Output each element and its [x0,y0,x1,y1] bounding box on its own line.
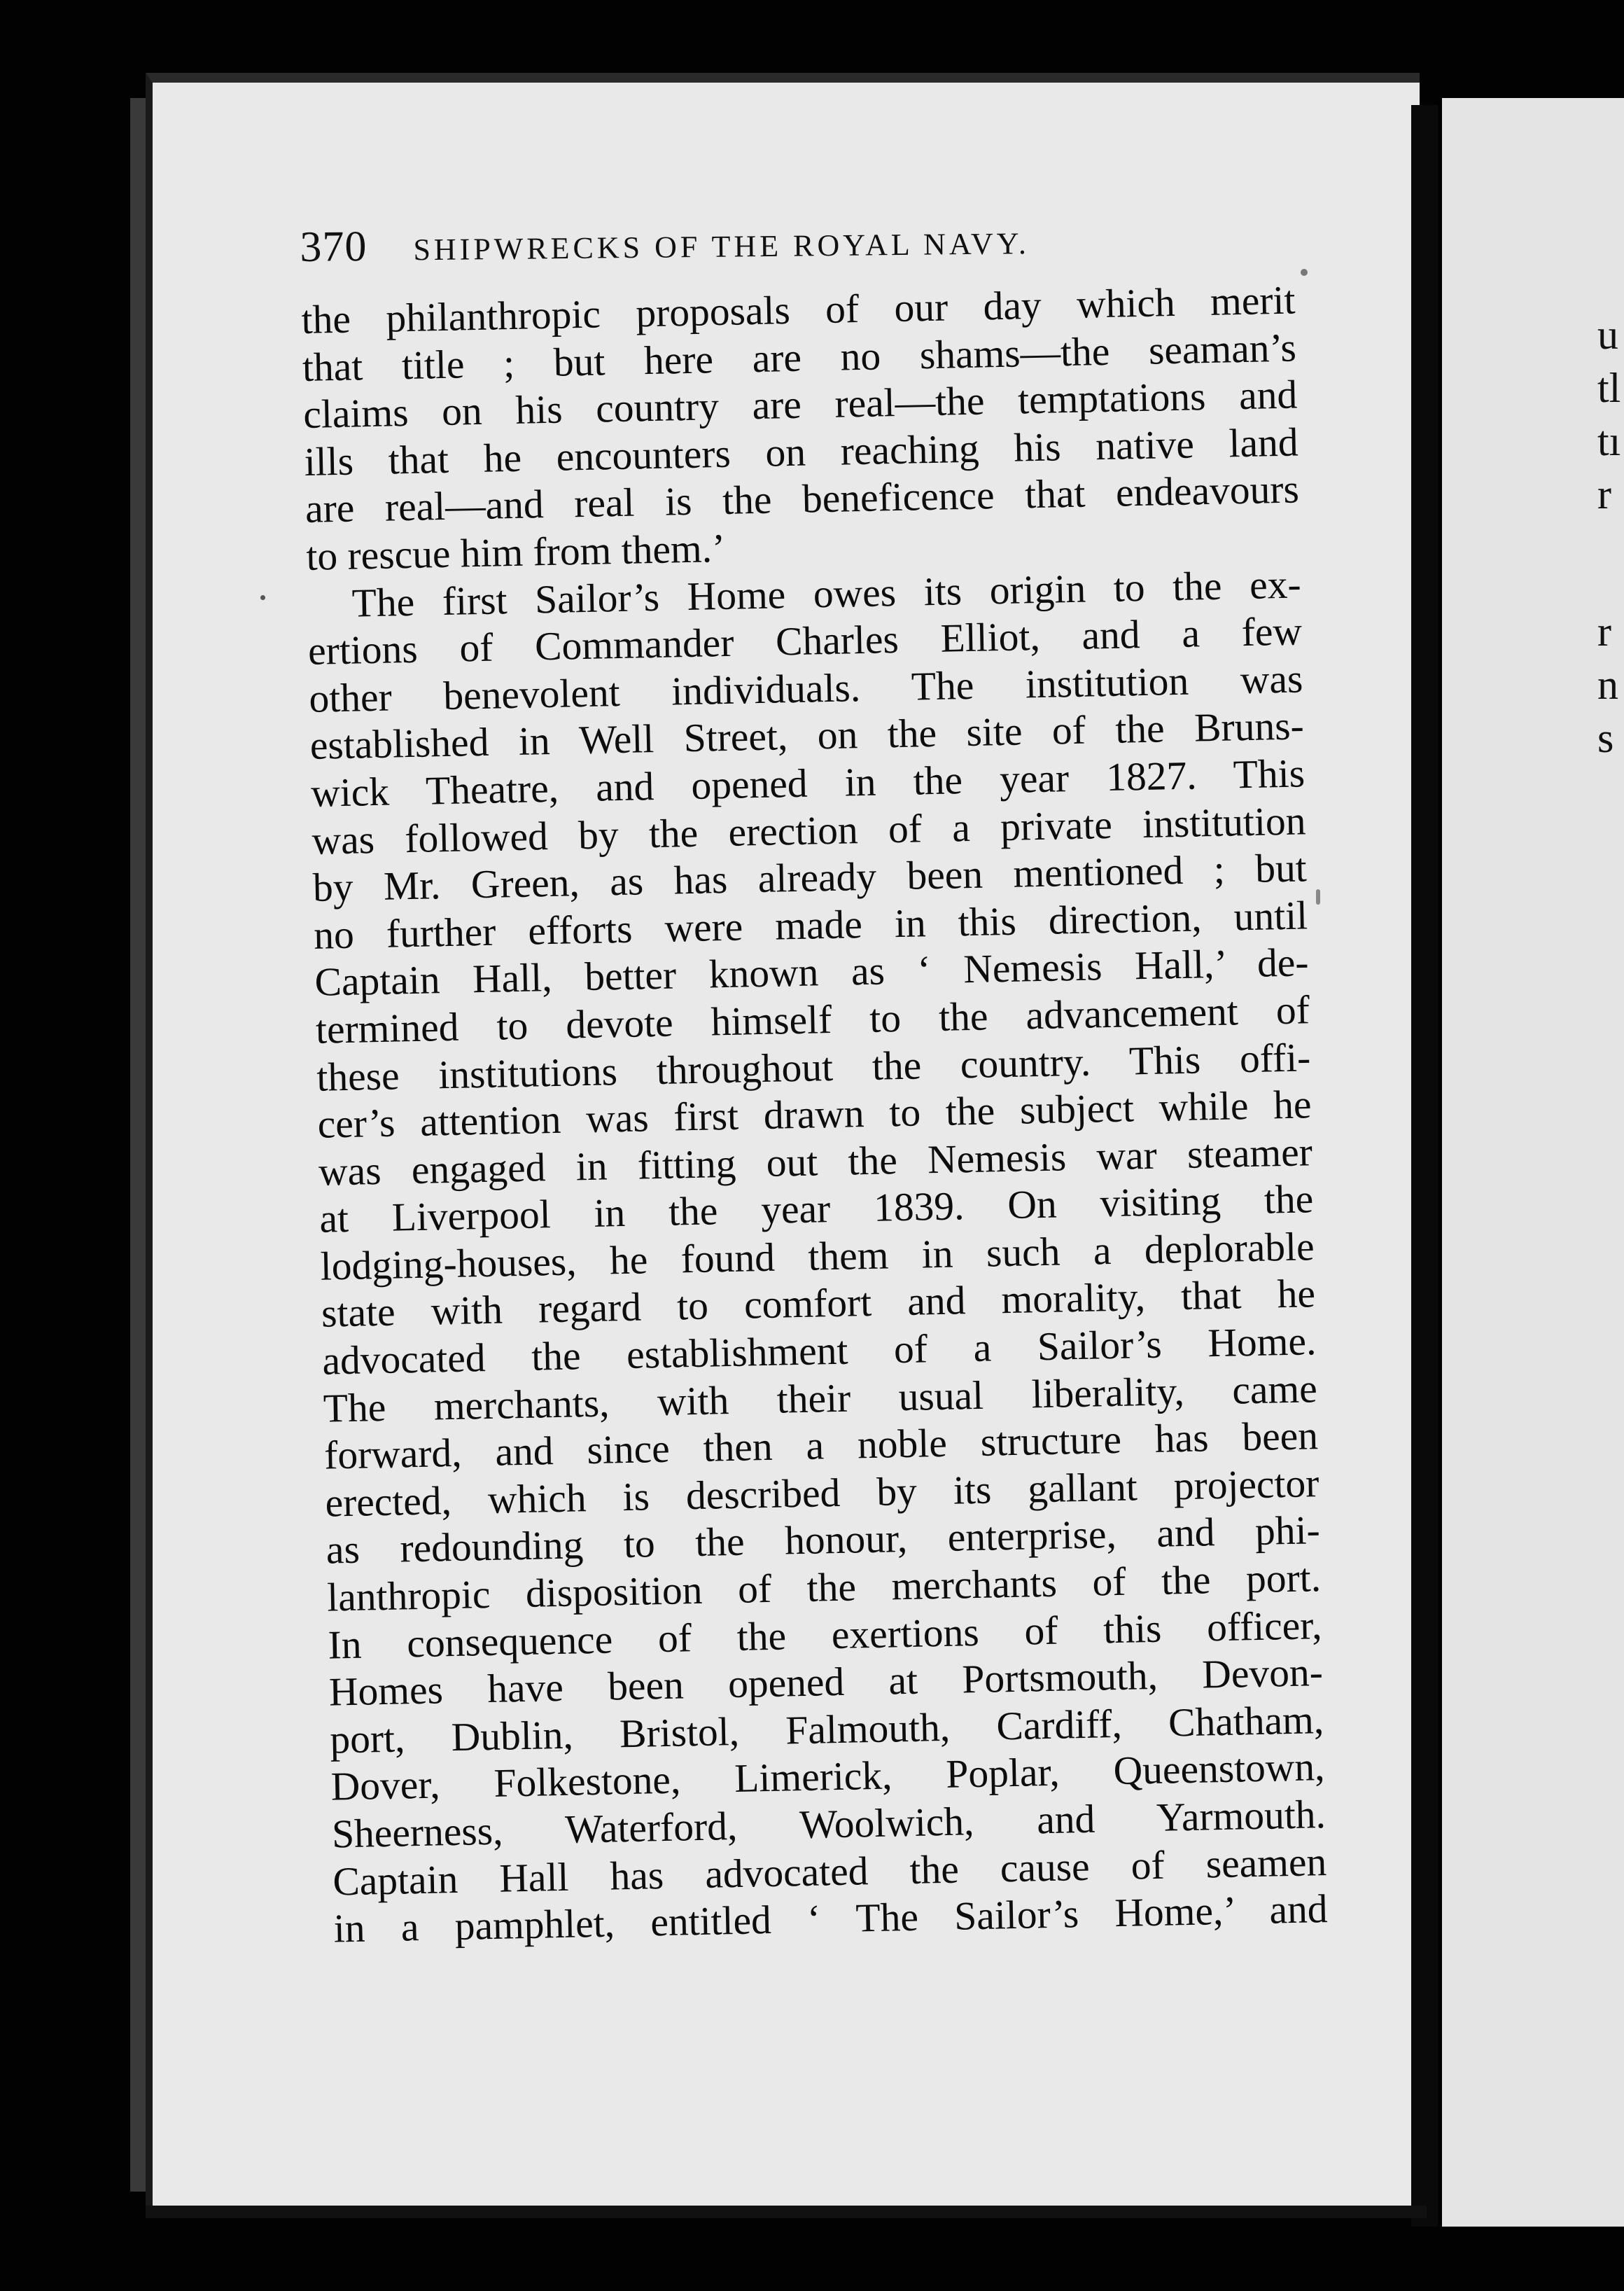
page-number: 370 [300,222,368,271]
page-fold-shadow [1411,105,1438,2227]
text-line: other benevolent individuals. The institution was [308,657,1303,721]
text-line: the philanthropic proposals of our day which merit [301,278,1296,342]
speck [260,595,265,600]
text-line: advocated the establishment of a Sailor’s Home. [321,1319,1317,1384]
text-line: The first Sailor’s Home owes its origin to the ex- [351,562,1302,626]
text-line: lodging-houses, he found them in such a deplorable [320,1225,1315,1289]
text-line: Homes have been opened at Portsmouth, Devon- [328,1650,1324,1715]
facing-page-fragment: r [1597,608,1611,655]
text-line: Sheerness, Waterford, Woolwich, and Yarmouth. [331,1792,1326,1857]
text-line: forward, and since then a noble structure has been [323,1414,1319,1478]
text-line: at Liverpool in the year 1839. On visiting the [318,1177,1314,1242]
facing-page-fragment [1597,521,1624,605]
text-line: are real—and real is the beneficence that endeavours [304,467,1300,532]
text-line: The merchants, with their usual liberality, came [323,1366,1318,1431]
text-line: Captain Hall has advocated the cause of seamen [332,1839,1327,1904]
text-line: In consequence of the exertions of this officer, [328,1603,1323,1668]
text-line: lanthropic disposition of the merchants of the port. [326,1556,1322,1620]
text-line: was followed by the erection of a private institution [311,798,1306,863]
body-text [301,277,1328,1954]
text-line: cer’s attention was first drawn to the subject while he [317,1082,1312,1147]
text-line: in a pamphlet, entitled ‘ The Sailor’s Home,’ and [333,1887,1329,1951]
text-line: as redounding to the honour, enterprise, and phi- [326,1508,1321,1573]
facing-page-fragment: tı [1597,418,1621,464]
facing-page-text-fragments [1597,308,1624,765]
text-line: no further efforts were made in this direction, until [313,893,1308,958]
text-line: wick Theatre, and opened in the year 1827. This [310,751,1306,816]
text-line: port, Dublin, Bristol, Falmouth, Cardiff, Chatham, [329,1697,1324,1762]
page-bottom-edge [146,2206,1427,2218]
running-title: SHIPWRECKS OF THE ROYAL NAVY. [413,226,1030,267]
facing-page-edge [1442,98,1624,2227]
facing-page-fragment: tl [1597,365,1621,411]
text-line: by Mr. Green, as has already been mentioned ; but [312,846,1308,910]
text-line: ertions of Commander Charles Elliot, and a few [307,609,1303,674]
running-header [300,214,1168,286]
facing-page-fragment: n [1597,662,1618,708]
text-line: established in Well Street, on the site of the Bruns- [309,704,1305,769]
facing-page-fragment: r [1597,471,1611,517]
text-line: these institutions throughout the country. This offi- [316,1035,1311,1100]
speck [1316,889,1320,905]
text-line: to rescue him from them.’ [305,526,726,579]
facing-page-fragment: s [1597,715,1614,761]
text-line: Captain Hall, better known as ‘ Nemesis Hall,’ de- [314,940,1310,1005]
text-line: Dover, Folkestone, Limerick, Poplar, Queenstown, [330,1745,1326,1809]
text-line: claims on his country are real—the temptations and [302,372,1298,438]
text-line: termined to devote himself to the advancement of [315,988,1310,1052]
text-line: state with regard to comfort and morality, that he [321,1272,1316,1337]
text-line: ills that he encounters on reaching his native land [304,420,1299,485]
text-line: was engaged in fitting out the Nemesis war steamer [318,1129,1313,1195]
facing-page-fragment: u [1597,312,1618,358]
text-line: that title ; but here are no shams—the seaman’s [302,326,1297,390]
text-line: erected, which is described by its gallant projector [324,1461,1320,1526]
speck [1301,269,1308,276]
